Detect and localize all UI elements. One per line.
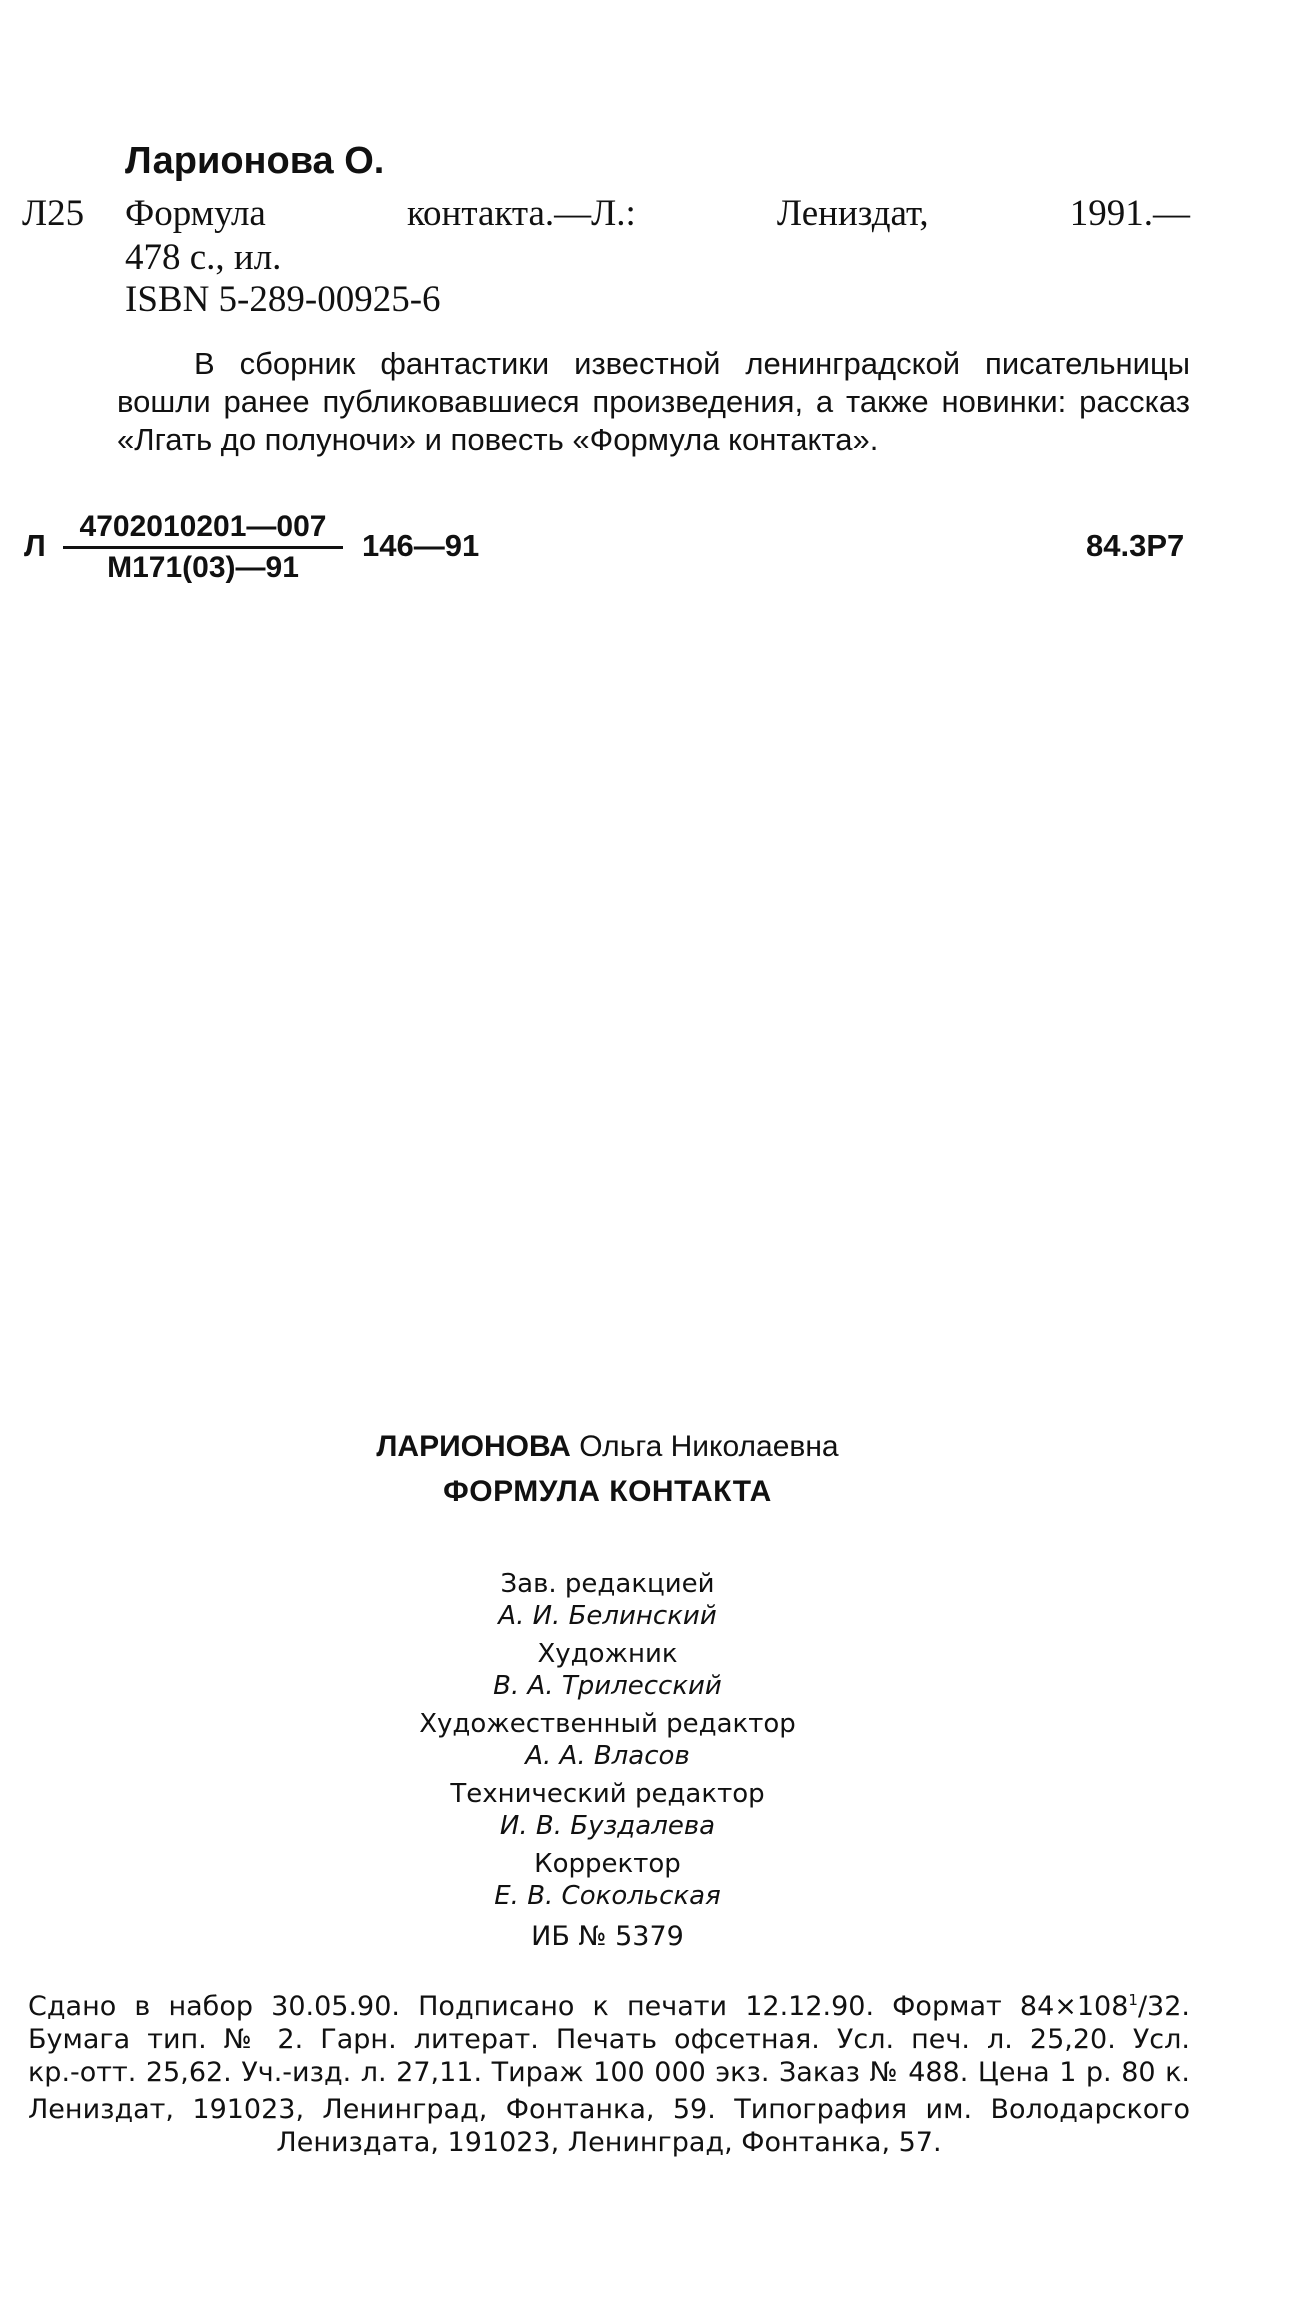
- credit-name: А. И. Белинский: [498, 1601, 717, 1631]
- print-line-main: Сдано в набор 30.05.90. Подписано к печати 12.12.90. Формат 84×108: [28, 1991, 1129, 2022]
- title-part: Формула: [125, 193, 266, 234]
- author-surname: ЛАРИОНОВА: [376, 1430, 571, 1463]
- credit-item: [0, 1848, 1215, 1912]
- title-part: 1991.—: [1069, 193, 1190, 234]
- credit-name: А. А. Власов: [525, 1741, 690, 1771]
- annotation: [117, 345, 1190, 459]
- credit-role: Художественный редактор: [419, 1709, 796, 1739]
- classification-fraction: [63, 510, 343, 585]
- format-superscript: 1: [1128, 1991, 1138, 2009]
- author-heading: Ларионова О.: [125, 140, 385, 182]
- book-title: ФОРМУЛА КОНТАКТА: [443, 1475, 772, 1508]
- credit-role: Технический редактор: [450, 1779, 765, 1809]
- classification-code: 146—91: [362, 528, 480, 563]
- bbk-index: 84.3Р7: [1086, 528, 1185, 563]
- author-fullname: [0, 1430, 1215, 1464]
- credit-item: [0, 1708, 1215, 1772]
- credit-item: [0, 1778, 1215, 1842]
- annotation-text: В сборник фантастики известной ленинградской писательницы вошли ранее публиковавшиеся произведения, а также новинки: рассказ «Лгать до полуночи» и повесть «Формула контакта».: [117, 346, 1190, 457]
- printer-line: Лениздата, 191023, Ленинград, Фонтанка, 57.: [276, 2127, 942, 2158]
- fraction-numerator: 4702010201—007: [63, 510, 343, 549]
- title-part: контакта.—Л.:: [406, 193, 636, 234]
- print-details: [28, 1984, 1190, 2089]
- credit-name: Е. В. Сокольская: [494, 1881, 721, 1911]
- credits-list: [0, 1568, 1215, 1954]
- credit-role: Зав. редакцией: [500, 1569, 715, 1599]
- format-fraction-tail: /32.: [1137, 1991, 1190, 2022]
- printer-info: [28, 2093, 1190, 2159]
- printer-line: Лениздат, 191023, Ленинград, Фонтанка, 59. Типография им. Володарского: [28, 2094, 1190, 2125]
- title-line: [125, 192, 1190, 235]
- title-part: Лениздат,: [776, 193, 929, 234]
- credit-name: В. А. Трилесский: [493, 1671, 722, 1701]
- fraction-denominator: М171(03)—91: [107, 551, 299, 584]
- print-line: [28, 1984, 1190, 2023]
- isbn: ISBN 5-289-00925-6: [125, 279, 441, 320]
- ib-number: ИБ № 5379: [531, 1921, 684, 1952]
- classification-letter: Л: [24, 528, 46, 563]
- page-count: 478 с., ил.: [125, 237, 282, 278]
- credit-item: [0, 1568, 1215, 1632]
- print-line: Бумага тип. № 2. Гарн. литерат. Печать офсетная. Усл. печ. л. 25,20. Усл.: [28, 2024, 1190, 2055]
- author-given-names: Ольга Николаевна: [579, 1430, 839, 1463]
- credit-role: Художник: [537, 1639, 678, 1669]
- credit-name: И. В. Буздалева: [499, 1811, 716, 1841]
- catalog-code: Л25: [22, 193, 85, 234]
- print-line: кр.-отт. 25,62. Уч.-изд. л. 27,11. Тираж 100 000 экз. Заказ № 488. Цена 1 р. 80 к.: [28, 2057, 1190, 2088]
- credit-role: Корректор: [534, 1849, 681, 1879]
- credit-item: [0, 1638, 1215, 1702]
